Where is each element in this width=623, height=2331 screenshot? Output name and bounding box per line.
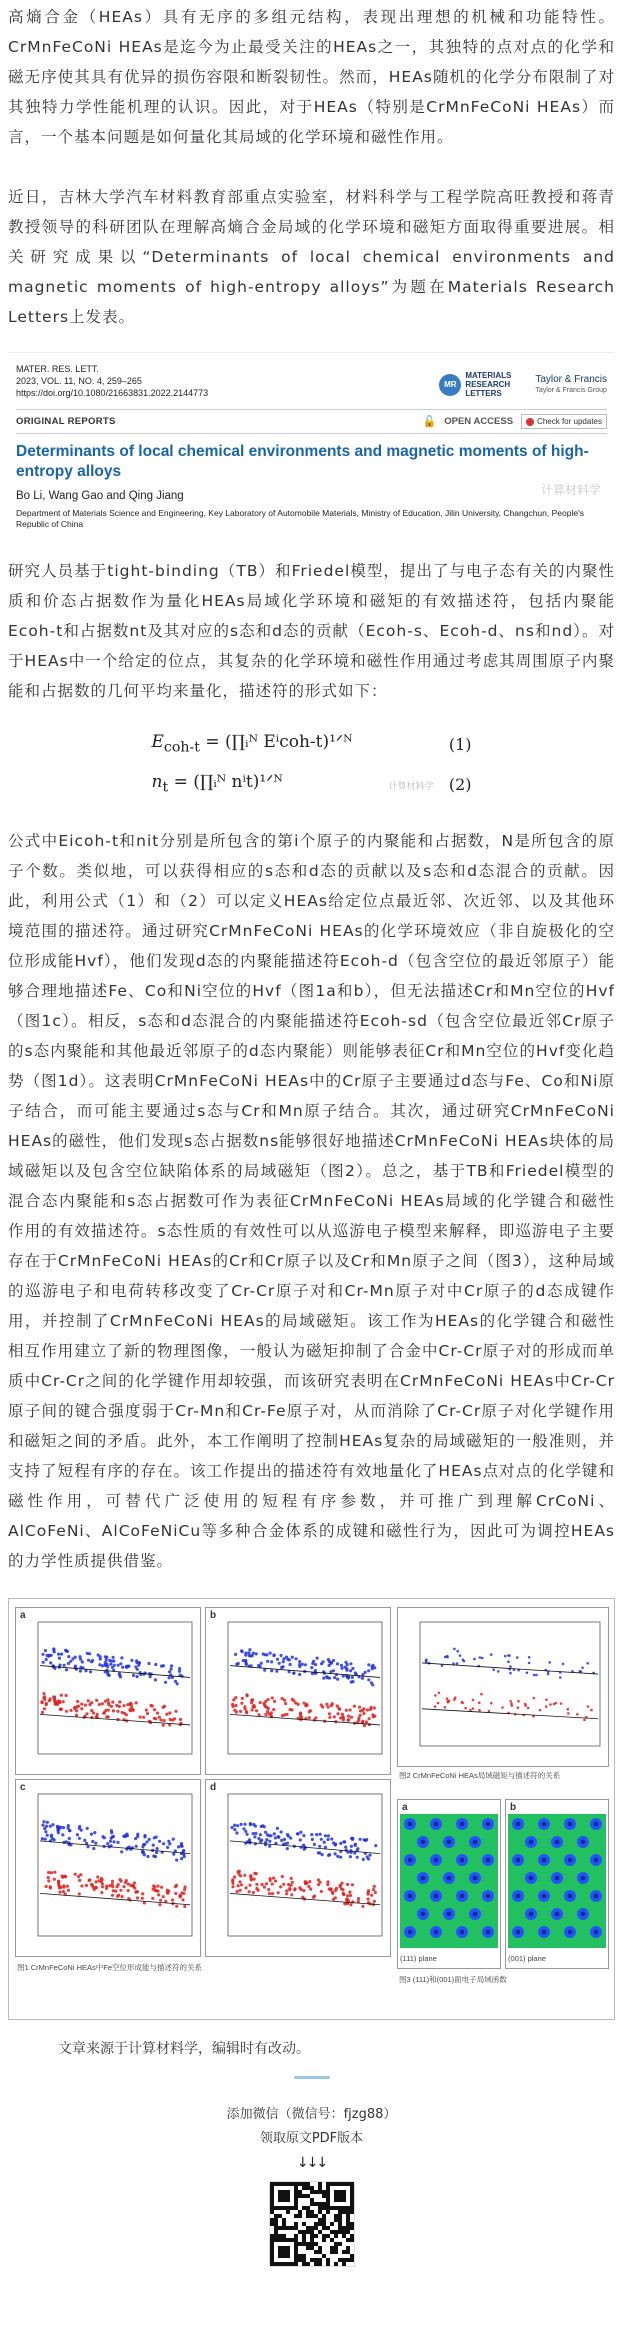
tf-logo [535,374,607,396]
scatter-plot [398,1608,608,1766]
wechat-line: 添加微信（微信号：fjzg88） [226,2107,397,2122]
figure-panel-c [15,1779,201,1957]
equation-1-body [152,732,353,755]
divider [294,2076,330,2079]
method-paragraph: 研究人员基于tight-binding（TB）和Friedel模型，提出了与电子态有关的内聚性质和价态占据数作为量化HEAs局域化学环境和磁矩的有效描述符，包括内聚能Ecoh-t和占据数nt及其对应的s态和d态的贡献（Ecoh-s、Ecoh-d、ns和nd）。对于HEAs中一个给定的位点，其复杂的化学环境和磁性作用通过考虑其周围原子内聚能和占据数的几何平均来量化，描述符的形式如下： [8,562,615,700]
figure-3-panel-a [397,1799,501,1969]
figure-panel-a [15,1607,201,1775]
analysis-paragraph: 公式中Eicoh-t和nit分别是所包含的第i个原子的内聚能和占据数，N是所包含的原子个数。类似地，可以获得相应的s态和d态的贡献以及s态和d态混合的贡献。因此，利用公式（1）和（2）可以定义HEAs给定位点最近邻、次近邻、以及其他环境范围的描述符。通过研究CrMnFeCoNi HEAs的化学环境效应（非自旋极化的空位形成能Hvf），他们发现d态的内聚能描述符Ecoh-d（包含空位的最近邻原子）能够合理地描述Fe、Co和Ni空位的Hvf（图1a和b），但无法描述Cr和Mn空位的Hvf（图1c）。相反，s态和d态混合的内聚能描述符Ecoh-sd（包含空位最近邻Cr原子的s态内聚能和其他最近邻原子的d态内聚能）则能够表征Cr和Mn空位的Hvf变化趋势（图1d）。这表明CrMnFeCoNi HEAs中的Cr原子主要通过d态与Fe、Co和Ni原子结合，而可能主要通过s态与Cr和Mn原子结合。其次，通过研究CrMnFeCoNi HEAs的磁性，他们发现s态占据数ns能够很好地描述CrMnFeCoNi HEAs块体的局域磁矩以及包含空位缺陷体系的局域磁矩（图2）。总之，基于TB和Friedel模型的混合态内聚能和s态占据数可作为表征CrMnFeCoNi HEAs局域的化学键合和磁性作用的有效描述符。s态性质的有效性可以从巡游电子模型来解释，即巡游电子主要存在于CrMnFeCoNi HEAs的Cr和Cr原子以及Cr和Mn原子之间（图3），这种局域的巡游电子和电荷转移改变了Cr-Cr原子对和Cr-Mn原子对中Cr原子的d态成键作用，并控制了CrMnFeCoNi HEAs的局域磁矩。该工作为HEAs的化学键合和磁性相互作用建立了新的物理图像，一般认为磁矩抑制了合金中Cr-Cr原子对的形成而单质中Cr-Cr之间的化学键作用却较强，而该研究表明在CrMnFeCoNi HEAs中Cr-Cr原子间的键合强度弱于Cr-Mn和Cr-Fe原子对，从而消除了Cr-Cr原子对化学键作用和磁矩之间的矛盾。此外，本工作阐明了控制HEAs复杂的局域磁矩的一般准则，并支持了短程有序的存在。该工作提出的描述符有效地量化了HEAs点对点的化学键和磁性作用，可替代广泛使用的短程有序参数，并可推广到理解CrCoNi、AlCoFeNi、AlCoFeNiCu等多种合金体系的成键和磁性行为，因此可为调控HEAs的力学性质提供借鉴。 [8,832,615,1570]
eq2-symbol: n [151,772,163,793]
eq2-subscript: t [162,779,169,796]
contact-block [8,2103,615,2267]
qr-code-graphic [270,2182,354,2266]
panel-label: d [210,1782,217,1793]
figure-2-caption: 图2 CrMnFeCoNi HEAs局域磁矩与描述符的关系 [399,1771,561,1780]
mrl-logo [439,371,525,398]
equation-1-number: (1) [448,734,472,754]
journal-doi: https://doi.org/10.1080/21663831.2022.2144773 [16,388,209,398]
scatter-plot [206,1780,390,1956]
paper-header-image [8,352,615,542]
open-access-label: OPEN ACCESS [444,416,514,427]
elf-heatmap [506,1800,608,1950]
check-updates-badge[interactable] [521,414,607,429]
panel-label: a [402,1802,408,1813]
figure-panel-d [205,1779,391,1957]
tf-logo-sub: Taylor & Francis Group [535,386,607,394]
open-access-row [423,414,607,429]
scatter-plot [206,1608,390,1774]
paper-authors: Bo Li, Wang Gao and Qing Jiang [16,490,184,502]
source-note: 文章来源于计算材料学，编辑时有改动。 [58,2041,310,2057]
paper-section-bar [16,409,607,434]
heatmap-plane-label: (111) plane [400,1954,437,1963]
panel-label: b [210,1610,217,1621]
equation-1 [152,724,472,764]
news-paragraph: 近日，吉林大学汽车材料教育部重点实验室，材料科学与工程学院高旺教授和蒋青教授领导的科研团队在理解高熵合金局域的化学环境和磁矩方面取得重要进展。相关研究成果以“Determinants of local chemical environments and magnetic moments of high-entropy alloys”为题在Materials Research Letters上发表。 [8,188,615,326]
mrl-logo-text: MATERIALS RESEARCH LETTERS [465,371,512,398]
equation-watermark: 计算材料学 [388,781,434,791]
equations [152,724,472,804]
figure-2-panel [397,1607,609,1767]
eq1-subscript: coh-t [163,739,200,756]
equation-2-number: (2) [448,774,472,794]
check-updates-label: Check for updates [537,417,602,426]
watermark: 计算材料学 [540,483,601,497]
open-lock-icon: 🔓 [422,416,437,428]
figure-panel-b [205,1607,391,1775]
panel-label: a [20,1610,26,1621]
panel-label: b [510,1802,517,1813]
eq1-symbol: E [151,732,164,753]
paper-affiliation: Department of Materials Science and Engineering, Key Laboratory of Automobile Materials, Ministry of Education, Jilin University, Changchun, People's Republic of China [16,508,584,529]
down-arrows: ↓↓↓ [296,2155,327,2171]
tf-logo-text: Taylor & Francis [535,373,607,385]
scatter-plot [16,1780,200,1956]
figure-3-caption: 图3 (111)和(001)面电子局域函数 [399,1975,507,1984]
section-label: ORIGINAL REPORTS [16,416,116,427]
results-figure [8,1598,615,2020]
scatter-plot [16,1608,200,1774]
intro-paragraph: 高熵合金（HEAs）具有无序的多组元结构，表现出理想的机械和功能特性。CrMnFeCoNi HEAs是迄今为止最受关注的HEAs之一，其独特的点对点的化学和磁无序使其具有优异的损伤容限和断裂韧性。然而，HEAs随机的化学分布限制了对其独特力学性能机理的认识。因此，对于HEAs（特别是CrMnFeCoNi HEAs）而言，一个基本问题是如何量化其局域的化学环境和磁性作用。 [8,8,615,146]
pdf-line: 领取原文PDF版本 [259,2131,364,2146]
panel-label: c [20,1782,26,1793]
eq2-rhs: = (∏ᵢᴺ nⁱt)¹ᐟᴺ [173,772,283,793]
heatmap-plane-label: (001) plane [508,1954,546,1963]
equation-2-body [152,772,283,795]
elf-heatmap [398,1800,500,1950]
qr-code[interactable] [269,2181,355,2267]
paper-title: Determinants of local chemical environments and magnetic moments of high-entropy alloys [16,443,589,480]
eq1-rhs: = (∏ᵢᴺ Eⁱcoh-t)¹ᐟᴺ [205,732,353,753]
article-page [0,2,623,2291]
check-updates-icon [526,418,534,426]
publisher-logos [439,371,607,398]
mrl-circle-icon: MR [439,374,461,396]
figure-3-panel-b [505,1799,609,1969]
figure-1-caption: 图1 CrMnFeCoNi HEAs中Fe空位形成能与描述符的关系 [17,1963,203,1972]
journal-meta-line: MATER. RES. LETT. [16,364,99,374]
journal-meta-line: 2023, VOL. 11, NO. 4, 259–265 [16,376,142,386]
